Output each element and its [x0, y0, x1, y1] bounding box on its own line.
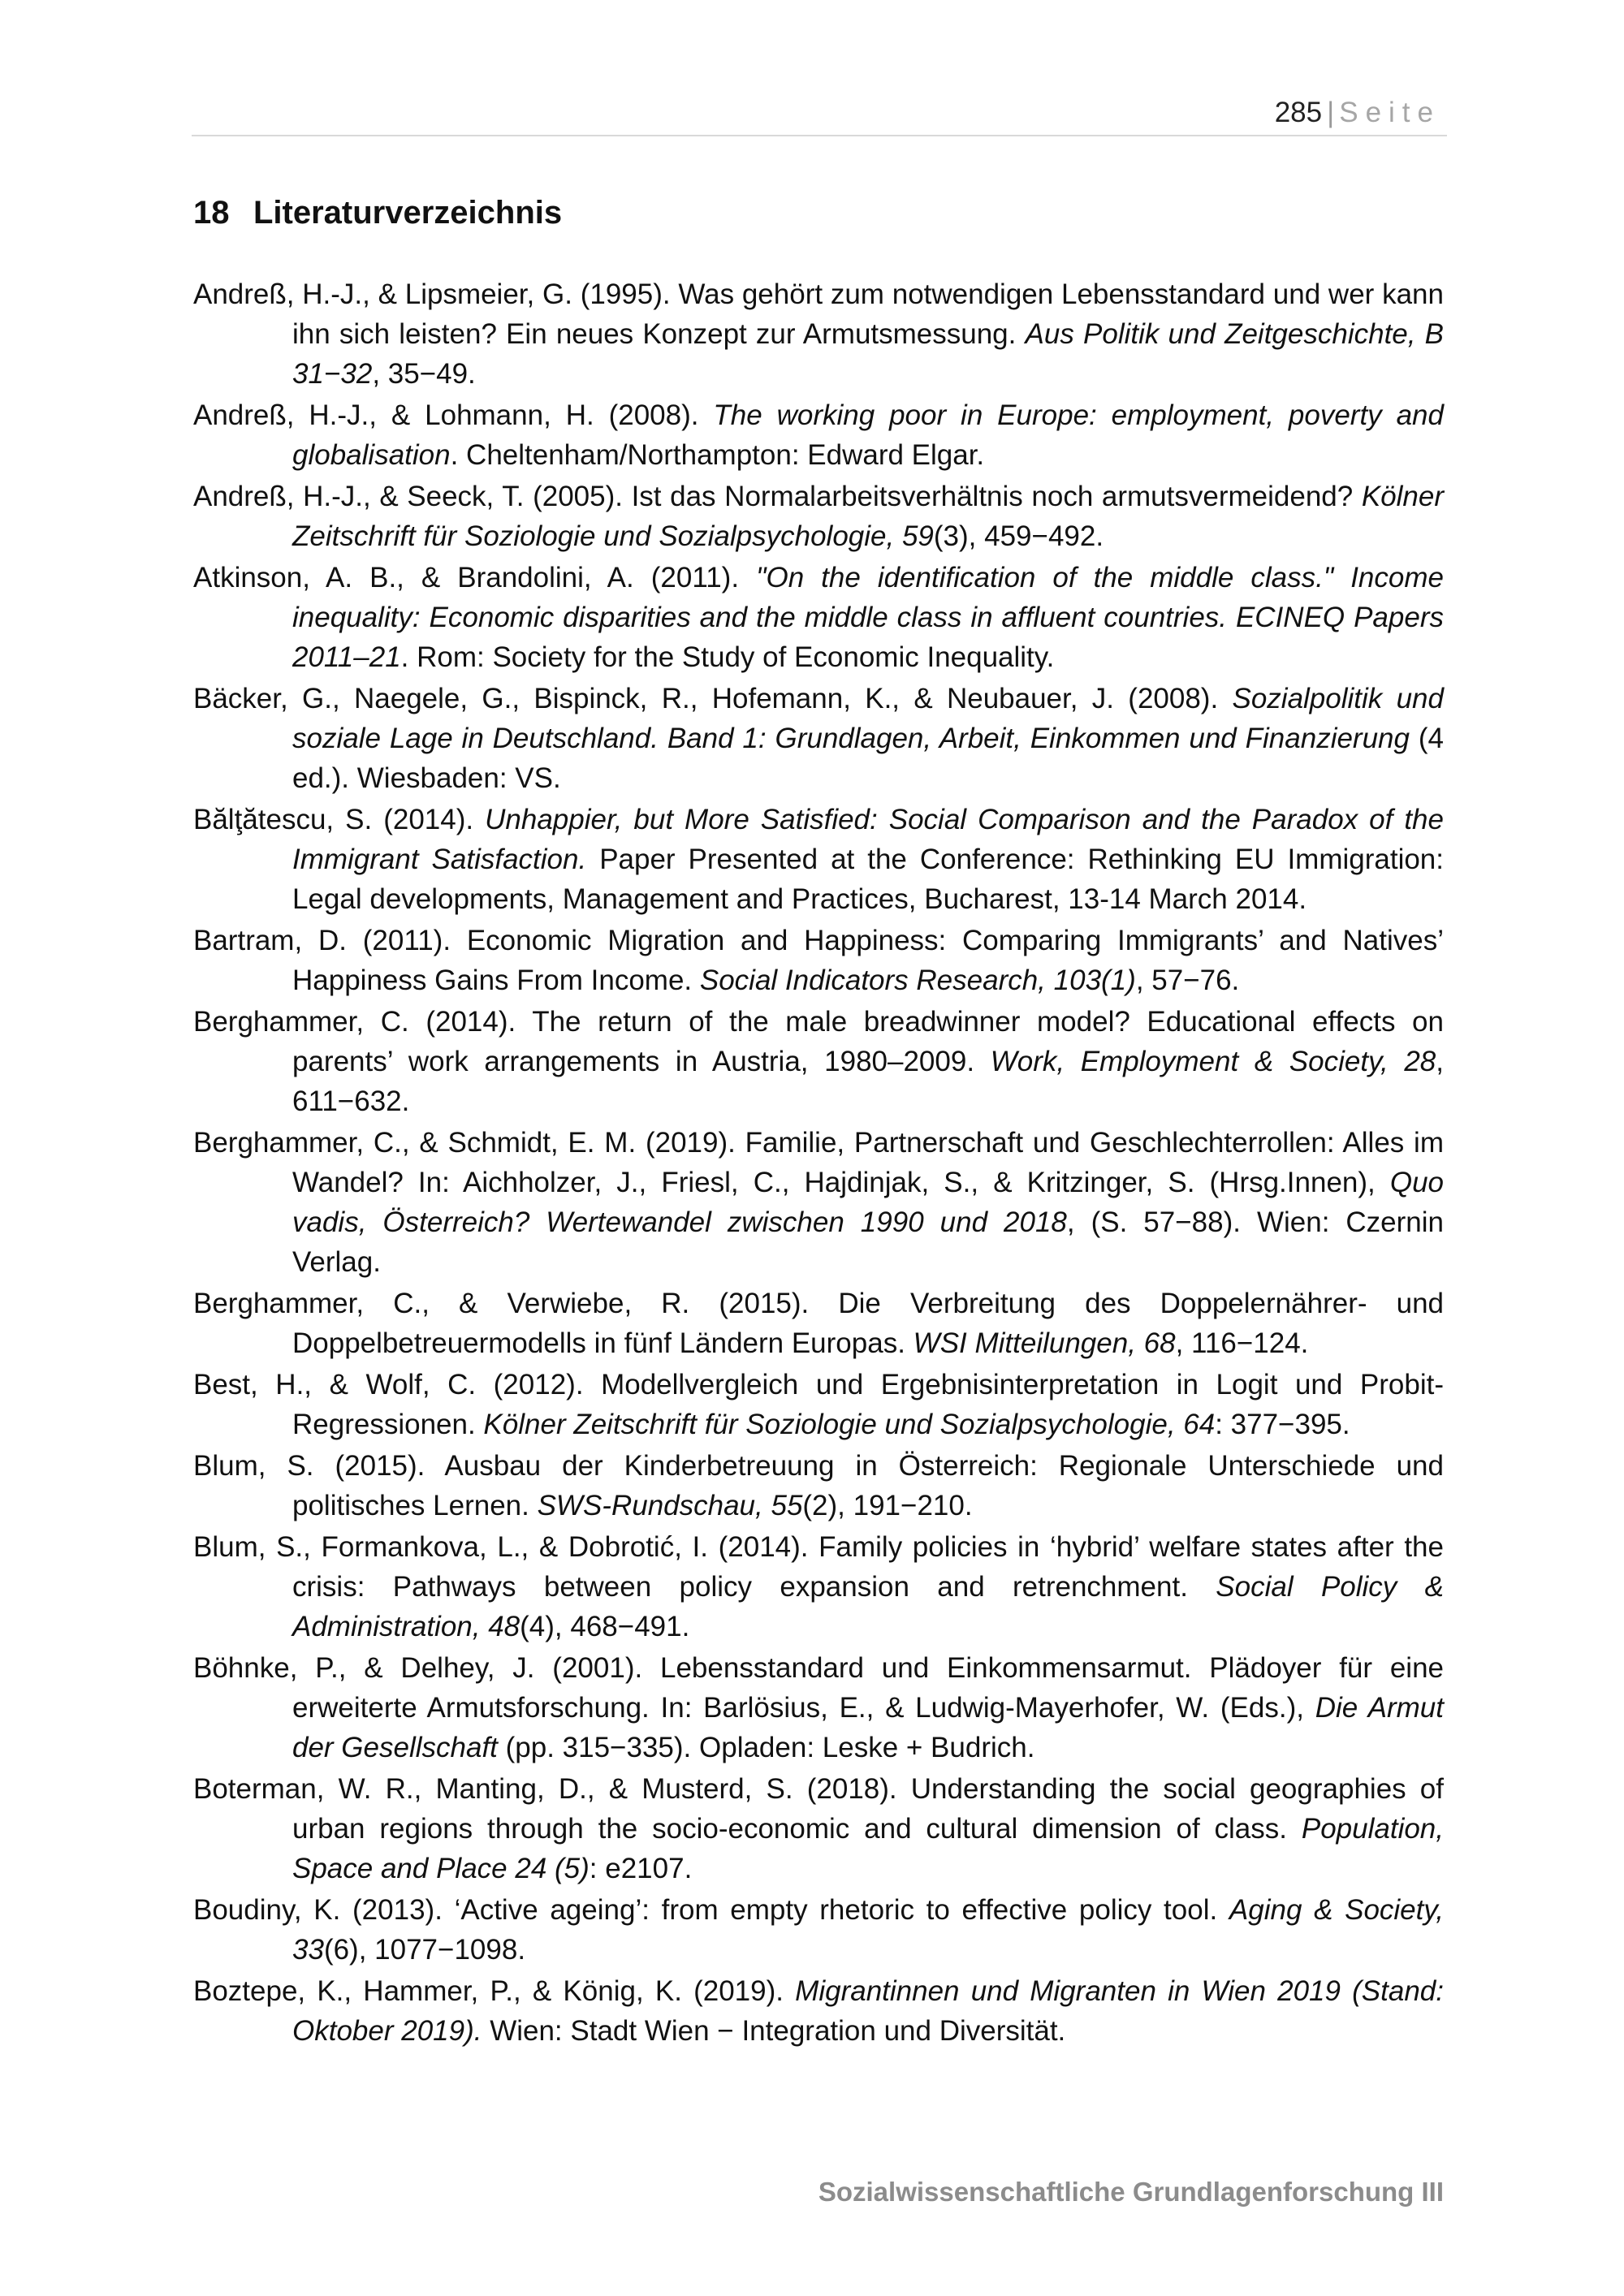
reference-entry — [193, 558, 1444, 677]
section-heading — [193, 188, 562, 237]
reference-text: , (S. 57−88). Wien: Czernin Verlag. — [292, 1206, 1444, 1278]
reference-entry — [193, 1769, 1444, 1888]
reference-italic-text: WSI Mitteilungen, 68 — [913, 1327, 1176, 1359]
reference-text: , 35−49. — [372, 358, 476, 390]
page-label: Seite — [1339, 97, 1440, 128]
reference-italic-text: Unhappier, but More Satisfied: Social Comparison and the Paradox of the Immigrant Satisfaction. — [292, 804, 1444, 875]
reference-text: Berghammer, C., & Verwiebe, R. (2015). Die Verbreitung des Doppelernährer- und Doppelbetreuermodells in fünf Ländern Europas. — [193, 1288, 1444, 1359]
reference-text: Bartram, D. (2011). Economic Migration and Happiness: Comparing Immigrants’ and Natives’ Happiness Gains From Income. — [193, 925, 1444, 996]
reference-entry — [193, 1890, 1444, 1970]
reference-text: Boztepe, K., Hammer, P., & König, K. (2019). — [193, 1975, 796, 2007]
reference-text: (2), 191−210. — [802, 1490, 973, 1521]
reference-italic-text: Aus Politik und Zeitgeschichte, B 31−32 — [292, 318, 1444, 390]
reference-italic-text: Social Indicators Research, 103(1) — [699, 965, 1136, 996]
page-header — [192, 91, 1447, 136]
reference-text: Bäcker, G., Naegele, G., Bispinck, R., Hofemann, K., & Neubauer, J. (2008). — [193, 683, 1233, 714]
reference-italic-text: Quo vadis, Österreich? Wertewandel zwischen 1990 und 2018 — [292, 1167, 1444, 1238]
reference-text: Bălţătescu, S. (2014). — [193, 804, 486, 835]
reference-italic-text: Migrantinnen und Migranten in Wien 2019 (Stand: Oktober 2019). — [292, 1975, 1444, 2047]
reference-text: Andreß, H.-J., & Seeck, T. (2005). Ist das Normalarbeitsverhältnis noch armutsvermeidend? — [193, 481, 1362, 512]
reference-italic-text: Kölner Zeitschrift für Soziologie und Sozialpsychologie, 64 — [483, 1409, 1216, 1440]
reference-text: Blum, S., Formankova, L., & Dobrotić, I. (2014). Family policies in ‘hybrid’ welfare states after the crisis: Pathways between policy expansion and retrenchment. — [193, 1531, 1444, 1603]
reference-italic-text: Aging & Society, 33 — [292, 1894, 1444, 1966]
reference-entry — [193, 274, 1444, 394]
reference-text: Blum, S. (2015). Ausbau der Kinderbetreuung in Österreich: Regionale Unterschiede und politisches Lernen. — [193, 1450, 1444, 1521]
reference-italic-text: Work, Employment & Society, 28 — [990, 1046, 1436, 1077]
reference-text: (pp. 315−335). Opladen: Leske + Budrich. — [497, 1732, 1035, 1763]
reference-entry — [193, 800, 1444, 919]
reference-text: Wien: Stadt Wien − Integration und Diversität. — [482, 2015, 1066, 2047]
reference-text: (4 ed.). Wiesbaden: VS. — [292, 723, 1444, 794]
reference-entry — [193, 1971, 1444, 2051]
reference-text: Boterman, W. R., Manting, D., & Musterd, S. (2018). Understanding the social geographies of urban regions through the socio-economic and cultural dimension of class. — [193, 1773, 1444, 1845]
reference-text: (3), 459−492. — [933, 520, 1104, 552]
reference-text: Böhnke, P., & Delhey, J. (2001). Lebensstandard und Einkommensarmut. Plädoyer für eine erweiterte Armutsforschung. In: Barlösius, E., & Ludwig-Mayerhofer, W. (Eds.), — [193, 1652, 1444, 1724]
reference-text: , 611−632. — [292, 1046, 1444, 1117]
reference-text: Andreß, H.-J., & Lipsmeier, G. (1995). Was gehört zum notwendigen Lebensstandard und wer kann ihn sich leisten? Ein neues Konzept zur Armutsmessung. — [193, 278, 1444, 350]
reference-italic-text: "On the identification of the middle class." Income inequality: Economic disparities and the middle class in affluent countries. ECINEQ Papers 2011–21 — [292, 562, 1444, 673]
reference-text: Boudiny, K. (2013). ‘Active ageing’: from empty rhetoric to effective policy tool. — [193, 1894, 1229, 1926]
reference-list — [193, 274, 1444, 2052]
reference-text: (6), 1077−1098. — [323, 1934, 526, 1966]
reference-entry — [193, 1284, 1444, 1363]
section-title: Literaturverzeichnis — [253, 195, 563, 231]
reference-text: , 116−124. — [1175, 1327, 1309, 1359]
reference-text: . Rom: Society for the Study of Economic Inequality. — [400, 641, 1055, 673]
reference-entry — [193, 1002, 1444, 1121]
reference-text: Berghammer, C. (2014). The return of the male breadwinner model? Educational effects on parents’ work arrangements in Austria, 1980–2009. — [193, 1006, 1444, 1077]
section-number: 18 — [193, 195, 230, 231]
reference-text: , 57−76. — [1135, 965, 1240, 996]
reference-entry — [193, 921, 1444, 1000]
reference-entry — [193, 1648, 1444, 1767]
reference-entry — [193, 477, 1444, 556]
reference-italic-text: The working poor in Europe: employment, poverty and globalisation — [292, 399, 1444, 471]
reference-italic-text: Population, Space and Place 24 (5) — [292, 1813, 1444, 1884]
reference-text: Berghammer, C., & Schmidt, E. M. (2019). Familie, Partnerschaft und Geschlechterrollen: Alles im Wandel? In: Aichholzer, J., Friesl, C., Hajdinjak, S., & Kritzinger, S. (Hrsg.Innen), — [193, 1127, 1444, 1198]
reference-text: Paper Presented at the Conference: Rethinking EU Immigration: Legal developments, Management and Practices, Bucharest, 13-14 March 2014. — [292, 844, 1444, 915]
reference-text: : e2107. — [589, 1853, 693, 1884]
header-separator: | — [1327, 97, 1335, 128]
reference-text: . Cheltenham/Northampton: Edward Elgar. — [450, 439, 985, 471]
page-footer: Sozialwissenschaftliche Grundlagenforschung III — [818, 2177, 1444, 2207]
reference-text: Atkinson, A. B., & Brandolini, A. (2011). — [193, 562, 757, 593]
reference-italic-text: SWS-Rundschau, 55 — [537, 1490, 803, 1521]
reference-entry — [193, 1365, 1444, 1444]
reference-italic-text: Sozialpolitik und soziale Lage in Deutschland. Band 1: Grundlagen, Arbeit, Einkommen und Finanzierung — [292, 683, 1444, 754]
reference-entry — [193, 1123, 1444, 1282]
reference-text: Best, H., & Wolf, C. (2012). Modellvergleich und Ergebnisinterpretation in Logit und Probit-Regressionen. — [193, 1369, 1444, 1440]
reference-italic-text: Kölner Zeitschrift für Soziologie und Sozialpsychologie, 59 — [292, 481, 1444, 552]
reference-text: : 377−395. — [1215, 1409, 1350, 1440]
page-number-area — [1275, 96, 1440, 130]
reference-text: (4), 468−491. — [520, 1611, 690, 1642]
reference-entry — [193, 1446, 1444, 1526]
reference-italic-text: Die Armut der Gesellschaft — [292, 1692, 1444, 1763]
reference-entry — [193, 395, 1444, 475]
page-number: 285 — [1274, 97, 1323, 128]
reference-entry — [193, 679, 1444, 798]
reference-entry — [193, 1527, 1444, 1646]
reference-italic-text: Social Policy & Administration, 48 — [292, 1571, 1444, 1642]
reference-text: Andreß, H.-J., & Lohmann, H. (2008). — [193, 399, 714, 431]
